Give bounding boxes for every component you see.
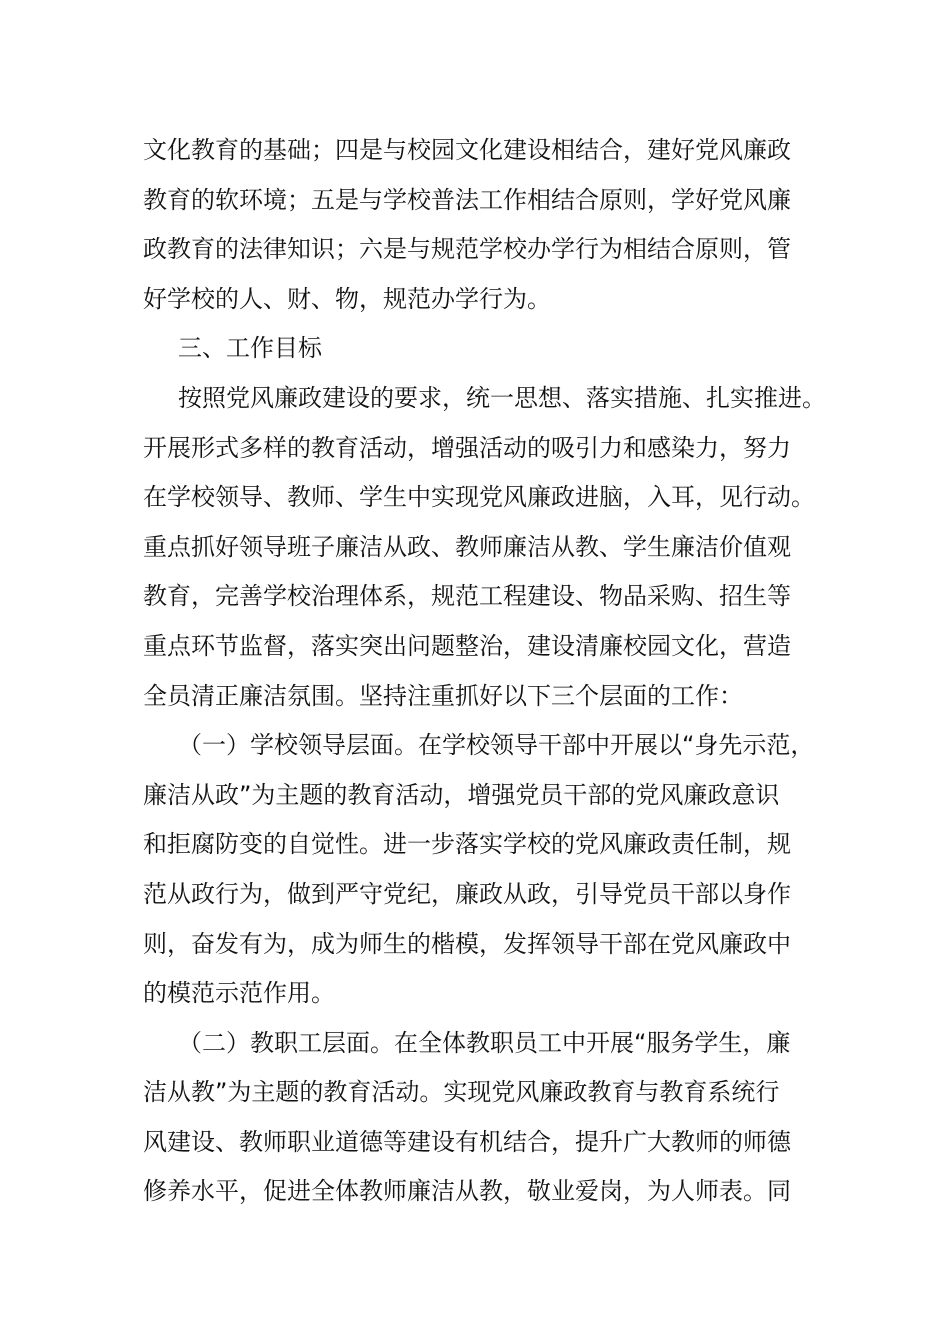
paragraph-line: 开展形式多样的教育活动，增强活动的吸引力和感染力，努力 (143, 433, 791, 462)
paragraph-line: 重点环节监督，落实突出问题整治，建设清廉校园文化，营造 (143, 631, 791, 660)
paragraph-line: 的模范示范作用。 (143, 979, 335, 1008)
paragraph-line: 范从政行为，做到严守党纪，廉政从政，引导党员干部以身作 (143, 879, 791, 908)
paragraph-line: 和拒腐防变的自觉性。进一步落实学校的党风廉政责任制，规 (143, 830, 791, 859)
section-heading: 三、工作目标 (178, 334, 322, 363)
paragraph-line: 文化教育的基础；四是与校园文化建设相结合，建好党风廉政 (143, 136, 791, 164)
subsection-paragraph-line: （二）教职工层面。在全体教职员工中开展“服务学生，廉 (178, 1028, 791, 1057)
paragraph-line: 按照党风廉政建设的要求，统一思想、落实措施、扎实推进。 (178, 383, 826, 412)
paragraph-line: 政教育的法律知识；六是与规范学校办学行为相结合原则，管 (143, 235, 791, 264)
paragraph-line: 全员清正廉洁氛围。坚持注重抓好以下三个层面的工作： (143, 681, 743, 710)
paragraph-line: 风建设、教师职业道德等建设有机结合，提升广大教师的师德 (143, 1127, 791, 1156)
paragraph-line: 在学校领导、教师、学生中实现党风廉政进脑，入耳，见行动。 (143, 483, 815, 512)
subsection-paragraph-line: （一）学校领导层面。在学校领导干部中开展以“身先示范， (178, 731, 815, 760)
paragraph-line: 教育，完善学校治理体系，规范工程建设、物品采购、招生等 (143, 582, 791, 611)
paragraph-line: 廉洁从政”为主题的教育活动，增强党员干部的党风廉政意识 (143, 780, 780, 809)
paragraph-line: 洁从教”为主题的教育活动。实现党风廉政教育与教育系统行 (143, 1078, 780, 1107)
paragraph-line: 教育的软环境；五是与学校普法工作相结合原则，学好党风廉 (143, 185, 791, 214)
paragraph-line: 则，奋发有为，成为师生的楷模，发挥领导干部在党风廉政中 (143, 929, 791, 958)
document-body (143, 126, 826, 1217)
paragraph-line: 重点抓好领导班子廉洁从政、教师廉洁从教、学生廉洁价值观 (143, 532, 791, 561)
paragraph-line: 修养水平，促进全体教师廉洁从教，敬业爱岗，为人师表。同 (143, 1177, 791, 1206)
paragraph-line: 好学校的人、财、物，规范办学行为。 (143, 284, 551, 313)
